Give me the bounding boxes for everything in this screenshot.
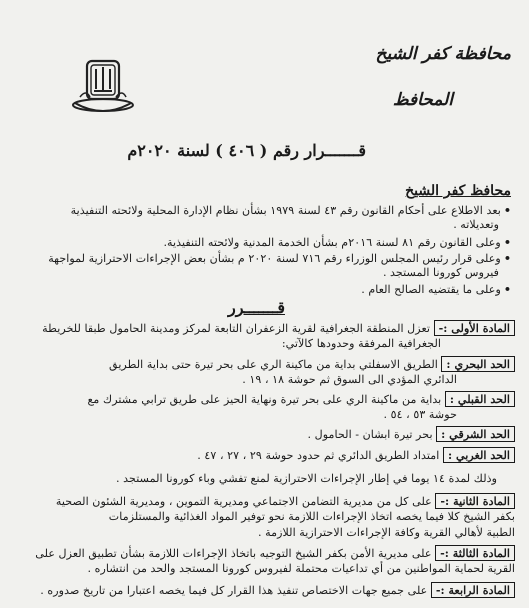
preamble-line-6: •وعلى ما يقتضيه الصالح العام . (361, 282, 511, 296)
decision-title: قـــــــرار رقم ( ٤٠٦ ) لسنة ٢٠٢٠م (127, 141, 366, 160)
article-3-line-2: القرية لحماية المواطنين من أي تداعيات محتملة لفيروس كورونا المستجد والحد من انتشاره . (87, 562, 515, 575)
border-north: الحد البحري : الطريق الاسفلتي بداية من ماكينة الري على بحر تيرة حتى بداية الطريق (109, 356, 515, 372)
decided-heading: قـــــــرر (227, 298, 285, 317)
governorate-emblem-icon (70, 53, 136, 119)
article-3: المادة الثالثة :- على مديرية الأمن بكفر الشيخ التوجيه باتخاذ الإجراءات اللازمة بشأن تطبيق العزل على (35, 545, 515, 561)
article-2: المادة الثانية :- على كل من مديرية التضامن الاجتماعي ومديرية التموين ، ومديرية الشئون الصحية (56, 493, 515, 509)
preamble-line-2: وتعديلاته . (453, 218, 499, 231)
article-1-line-2: الجغرافية المرفقة وحدودها كالآتي: (281, 337, 441, 350)
preamble-line-4: •وعلى قرار رئيس المجلس الوزراء رقم ٧١٦ لسنة ٢٠٢٠ م بشأن بعض الإجراءات الاحترازية لمواجهة (48, 251, 511, 265)
article-2-label: المادة الثانية :- (435, 493, 515, 509)
article-2-line-2: بكفر الشيخ كلا فيما يخصه اتخاذ الإجراءات اللازمة نحو توفير المواد الغذائية والمستلزمات (108, 510, 515, 523)
preamble-line-5: فيروس كورونا المستجد . (382, 266, 499, 279)
article-4: المادة الرابعة :- على جميع جهات الاختصاص تنفيذ هذا القرار كل فيما يخصه اعتبارا من تاريخ صدوره . (40, 582, 515, 598)
article-2-line-3: الطبية لأهالي القرية وكافة الإجراءات الاحترازية اللازمة . (257, 526, 515, 539)
article-1-label: المادة الأولى :- (434, 320, 515, 336)
border-north-line-2: الدائري المؤدي الى السوق ثم حوشة ١٨ ، ١٩ . (242, 373, 457, 386)
article-4-label: المادة الرابعة :- (431, 582, 515, 598)
preamble-line-1: •بعد الاطلاع على أحكام القانون رقم ٤٣ لسنة ١٩٧٩ بشأن نظام الإدارة المحلية ولائحته التنفيذية (70, 203, 511, 217)
article-1: المادة الأولى :- تعزل المنطقة الجغرافية لقرية الزعفران التابعة لمركز ومدينة الحامول طبقا للخريطة (42, 320, 515, 336)
issuer-heading: محافظ كفر الشيخ (405, 183, 511, 199)
border-south: الحد القبلي : بداية من ماكينة الري على بحر تيرة ونهاية الحيز على طريق ترابي مشترك مع (87, 391, 515, 407)
border-west: الحد الغربي : امتداد الطريق الدائري ثم حدود حوشة ٢٩ ، ٢٧ ، ٤٧ . (197, 447, 515, 463)
article-3-label: المادة الثالثة :- (435, 545, 515, 561)
governor-office-heading: المحافظ (392, 90, 453, 110)
border-east: الحد الشرقي : بحر تيرة ابشان - الحامول . (308, 426, 515, 442)
preamble-line-3: •وعلى القانون رقم ٨١ لسنة ٢٠١٦م بشأن الخدمة المدنية ولائحته التنفيذية. (163, 235, 511, 249)
governorate-heading: محافظة كفر الشيخ (375, 44, 511, 64)
border-south-line-2: حوشة ٥٣ ، ٥٤ . (383, 408, 457, 421)
duration-note: وذلك لمدة ١٤ يوما في إطار الإجراءات الاحترازية لمنع تفشي وباء كورونا المستجد . (116, 472, 497, 485)
